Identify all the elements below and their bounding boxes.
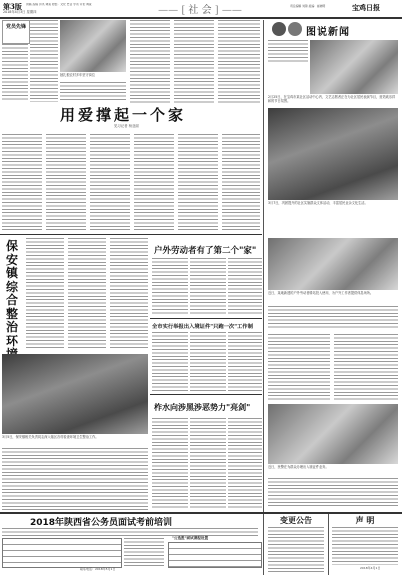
section-bracket-left: —— [: [158, 5, 189, 16]
main-story-col2: [46, 134, 86, 232]
top-left-block: [2, 20, 126, 102]
right-low-text-2: [334, 334, 398, 400]
main-story-col6: [222, 134, 260, 232]
ad-training-title: 2018年陕西省公务员面试考前培训: [30, 518, 173, 528]
main-headline: 用爱撑起一个家: [60, 106, 187, 124]
top-center-text-3: [218, 20, 260, 104]
story-outdoor-col3: [228, 258, 262, 314]
main-story-col4: [134, 134, 174, 232]
story-passport-col3: [228, 332, 262, 392]
story-passport-col2: [190, 332, 226, 392]
ad-notice-statement-body: [332, 527, 398, 565]
rule-mid: [150, 318, 262, 319]
top-right-caption-1: 2月25日，在宝鸡市某社区活动中心内，文艺志愿者正在为社区居民表演节目，营造欢乐祥和的节日氛围。: [268, 95, 396, 103]
ad-training-footer: 联系电话：2018年5月1日: [80, 567, 116, 571]
story-zhashui-col2: [190, 418, 226, 510]
photo-news-seal-1: [272, 22, 286, 36]
story-passport-headline: 全市实行举报出入境证件"只跑一次"工作制: [152, 324, 253, 330]
story-outdoor-col2: [190, 258, 226, 314]
top-left-photo: [60, 20, 126, 72]
left-large-photo: [2, 354, 148, 434]
story-zhashui-headline: 柞水向涉黑涉恶势力"亮剑": [154, 403, 251, 412]
top-left-text-col2: [60, 82, 126, 102]
vertical-headline: 保安镇综合整治环: [6, 239, 19, 348]
ad-training-table-right: [168, 542, 262, 568]
right-mid-text: [268, 306, 398, 330]
top-right-text: [268, 40, 308, 64]
ad-training-table-title: "公选胜"面试课程设置: [172, 536, 209, 540]
main-headline-band: [0, 104, 262, 132]
masthead-desk: 责任编辑 刘锦 美编：崔晓明: [290, 4, 326, 8]
rule-lower: [150, 394, 262, 395]
masthead-brand: 宝鸡日报: [352, 3, 380, 12]
top-center-text-1: [130, 20, 170, 104]
right-column-divider: [263, 20, 264, 545]
right-low-caption: 近日，民警在为群众办理出入境证件业务。: [268, 465, 329, 469]
right-low-text-1: [268, 334, 330, 400]
ad-divider-2: [328, 514, 329, 575]
ad-notice-change: [266, 514, 326, 575]
main-story-col1: [2, 134, 42, 232]
top-left-text-col1: [30, 20, 58, 102]
masthead-rule: [0, 17, 402, 19]
story-outdoor-headline: 户外劳动者有了第二个"家": [154, 246, 257, 256]
section-bracket-right: ] ——: [211, 5, 242, 16]
photo-news-seal-2: [288, 22, 302, 36]
right-mid-photo: [268, 238, 398, 290]
ad-training-intro: [2, 528, 258, 536]
rule-under-main: [0, 234, 262, 235]
masthead-date: 2018年4月3日 星期四: [3, 10, 37, 14]
top-left-caption: 她扎根农村多年坚守岗位: [60, 73, 96, 77]
vertical-story-col3: [110, 238, 148, 350]
ad-training-table-left: [2, 538, 122, 568]
party-badge-label: 党员先锋: [5, 24, 26, 30]
photo-news-logo: [272, 22, 398, 38]
right-mid-caption: 近日，某地新建的户外劳动者驿站投入使用，为户外工作者提供休息场所。: [268, 291, 374, 295]
ad-notice-change-body: [268, 527, 324, 573]
main-story-col5: [178, 134, 218, 232]
masthead-nav: 供稿 投稿 资讯 调查 财经 · 文化 史话 学苑 评论 调查: [26, 3, 92, 6]
right-low-text-3: [268, 478, 398, 508]
masthead: [0, 0, 402, 22]
ad-notice-change-title: 变更公告: [280, 516, 312, 525]
top-right-photo-2: [268, 108, 398, 200]
party-badge: [2, 20, 30, 44]
main-byline: 见习记者 杨亚丽: [114, 124, 139, 128]
top-right-caption-2: 3月7日，巩固提升的社区实施群众文体活动，丰富居民业余文化生活。: [268, 201, 368, 205]
vertical-story-col1: [26, 238, 64, 350]
photo-news-title: 图说新闻: [306, 27, 350, 38]
ad-training: [0, 514, 262, 575]
section-label: [150, 1, 250, 16]
story-zhashui-col3: [228, 418, 262, 510]
main-story-col3: [90, 134, 130, 232]
right-low-photo: [268, 404, 398, 464]
ad-notice-statement: [330, 514, 400, 575]
left-low-text: [2, 448, 148, 510]
top-right-photo-1: [310, 40, 398, 94]
left-large-caption: 3月5日，保安镇相关负责同志深入辖区各村检查环境卫生整治工作。: [2, 435, 99, 439]
story-outdoor-col1: [152, 258, 188, 314]
ad-training-mid-text: [124, 538, 164, 566]
ad-notice-statement-date: 2018年4月1日: [360, 566, 381, 570]
page-number: 第3版: [3, 2, 22, 11]
section-title: 社 会: [188, 5, 212, 16]
ad-divider-1: [263, 514, 264, 575]
story-passport-col1: [152, 332, 188, 392]
vertical-story-col2: [68, 238, 106, 350]
top-left-text-col0: [2, 44, 28, 102]
story-zhashui-col1: [152, 418, 188, 510]
top-center-text-2: [174, 20, 214, 104]
ad-notice-statement-title: 声 明: [355, 516, 375, 525]
